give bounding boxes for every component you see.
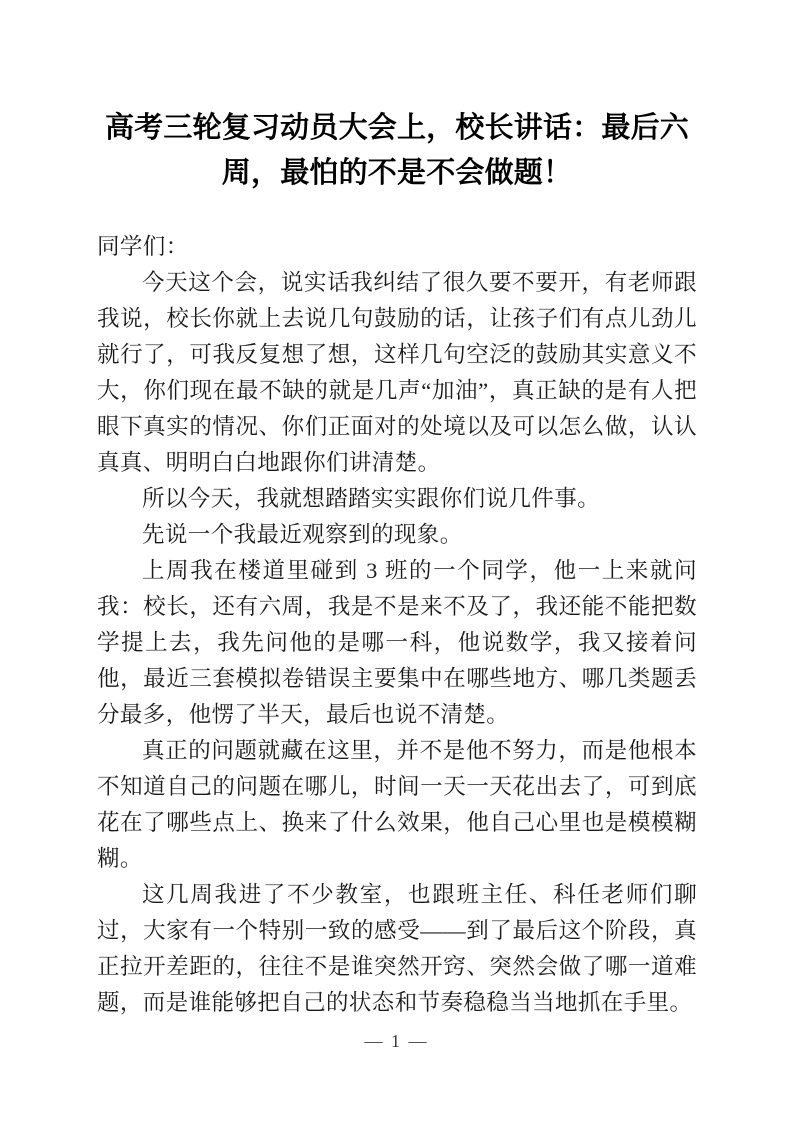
body-paragraph: 所以今天，我就想踏踏实实跟你们说几件事。 — [142, 486, 601, 511]
body-paragraph: 这几周我进了不少教室，也跟班主任、科任老师们聊过，大家有一个特别一致的感受——到了最后这个阶段，真正拉开差距的，往往不是谁突然开窍、突然会做了哪一道难题，而是谁能够把自己的状态和节奏稳稳当当地抓在手里。 — [97, 882, 697, 1015]
body-paragraph: 今天这个会，说实话我纠结了很久要不要开，有老师跟我说，校长你就上去说几句鼓励的话，让孩子们有点儿劲儿就行了，可我反复想了想，这样几句空泛的鼓励其实意义不大，你们现在最不缺的就是几声“加油”，真正缺的是有人把眼下真实的情况、你们正面对的处境以及可以怎么做，认认真真、明明白白地跟你们讲清楚。 — [97, 270, 697, 475]
page-title: 高考三轮复习动员大会上，校长讲话：最后六周，最怕的不是不会做题！ — [104, 112, 689, 189]
body-paragraph: 上周我在楼道里碰到 3 班的一个同学，他一上来就问我：校长，还有六周，我是不是来不及了，我还能不能把数学提上去，我先问他的是哪一科，他说数学，我又接着问他，最近三套模拟卷错误主要集中在哪些地方、哪几类题丢分最多，他愣了半天，最后也说不清楚。 — [97, 558, 697, 727]
page-number-footer: — 1 — — [364, 1031, 429, 1051]
salutation: 同学们： — [97, 234, 189, 259]
document-body — [97, 229, 697, 1021]
document-content — [97, 0, 697, 1021]
body-paragraph: 真正的问题就藏在这里，并不是他不努力，而是他根本不知道自己的问题在哪儿，时间一天一天花出去了，可到底花在了哪些点上、换来了什么效果，他自己心里也是模模糊糊。 — [97, 738, 697, 871]
body-paragraph: 先说一个我最近观察到的现象。 — [142, 522, 463, 547]
